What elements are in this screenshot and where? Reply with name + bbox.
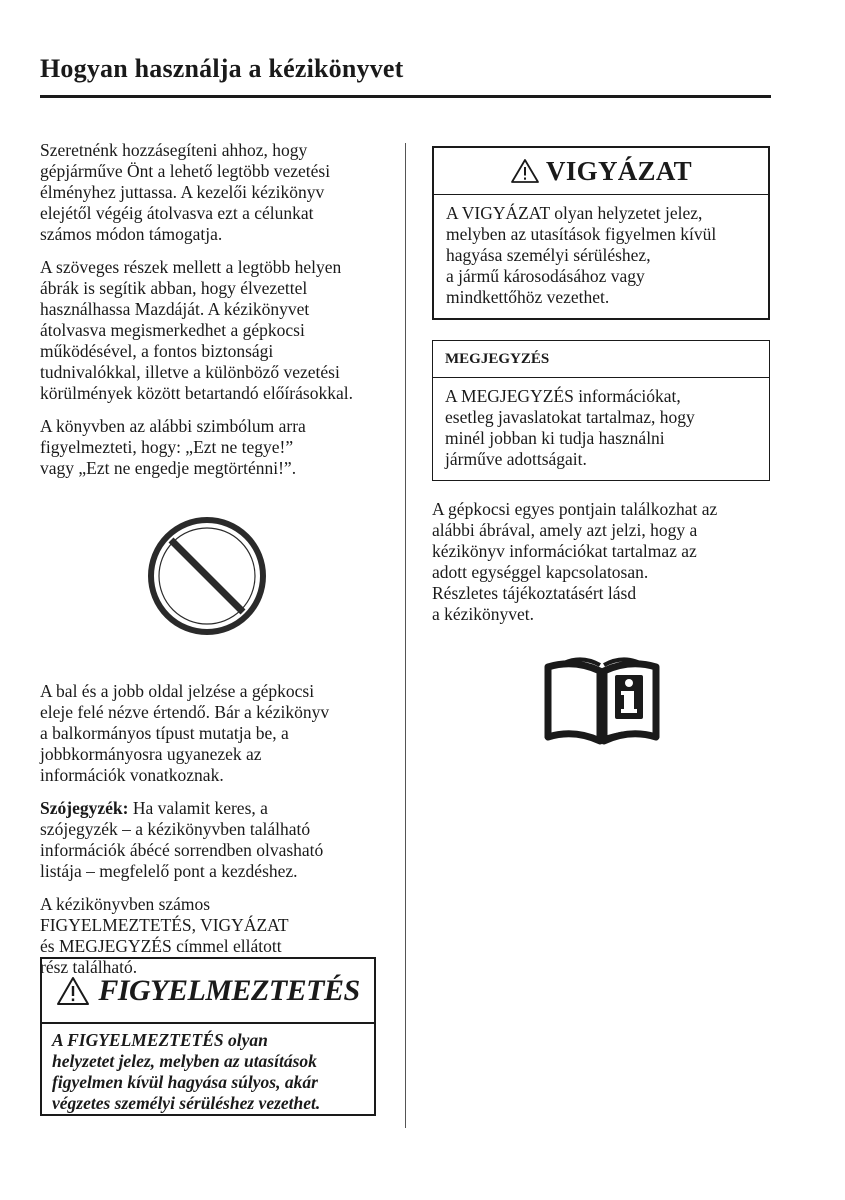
column-divider [405,143,406,1128]
glossary-text: Ha valamit keres, a szójegyzék – a kézikönyvben található információk ábécé sorrendben olvasható listája – megfelelő pont a kezdéshez. [40,798,324,881]
glossary-paragraph [40,798,390,882]
prohibition-icon [144,513,270,639]
caution-box [432,146,770,320]
title-underline [40,95,771,98]
right-column [432,146,772,749]
page-title: Hogyan használja a kézikönyvet [40,54,404,83]
note-box [432,340,770,481]
warning-triangle-icon [56,976,90,1006]
illustrations-paragraph: A szöveges részek mellett a legtöbb helyen ábrák is segítik abban, hogy élvezettel használhassa Mazdáját. A kézikönyvet átolvasva megismerkedhet a gépkocsi működésével, a fontos biztonsági tudnivalókkal, illetve a különböző vezetési körülmények között betartandó előírásokkal. [40,257,353,403]
note-title: MEGJEGYZÉS [433,341,769,378]
caution-header [434,148,768,195]
warning-title: FIGYELMEZTETÉS [98,973,360,1007]
manual-symbol-paragraph: A gépkocsi egyes pontjain találkozhat az alábbi ábrával, amely azt jelzi, hogy a kézikönyv információkat tartalmaz az adott egységgel kapcsolatosan. Részletes tájékoztatásért lásd a kézikönyvet. [432,499,718,624]
left-column [40,140,390,990]
boxes-paragraph: A kézikönyvben számos FIGYELMEZTETÉS, VIGYÁZAT és MEGJEGYZÉS címmel ellátott rész található. [40,894,289,977]
note-text: A MEGJEGYZÉS információkat, esetleg javaslatokat tartalmaz, hogy minél jobban ki tudja használni járműve adottságait. [445,386,695,469]
warning-triangle-icon [510,158,540,184]
warning-text: A FIGYELMEZTETÉS olyan helyzetet jelez, melyben az utasítások figyelmen kívül hagyása súlyos, akár végzetes személyi sérüléshez vezethet. [52,1030,321,1113]
manual-info-book-icon [542,653,662,749]
glossary-label: Szójegyzék: [40,798,129,818]
caution-text: A VIGYÁZAT olyan helyzetet jelez, melyben az utasítások figyelmen kívül hagyása személyi sérüléshez, a jármű károsodásához vagy mindkettőhöz vezethet. [446,203,717,307]
caution-title: VIGYÁZAT [546,155,692,186]
warning-header [42,959,374,1024]
warning-box [40,957,376,1116]
intro-paragraph: Szeretnénk hozzásegíteni ahhoz, hogy gépjárműve Önt a lehető legtöbb vezetési élményhez juttassa. A kezelői kézikönyv elejétől végéig átolvasva ezt a célunkat számos módon támogatja. [40,140,331,244]
symbol-paragraph: A könyvben az alábbi szimbólum arra figyelmezteti, hogy: „Ezt ne tegye!” vagy „Ezt ne engedje megtörténni!”. [40,416,306,478]
left-right-paragraph: A bal és a jobb oldal jelzése a gépkocsi eleje felé nézve értendő. Bár a kézikönyv a balkormányos típust mutatja be, a jobbkormányosra ugyanezek az információk vonatkoznak. [40,681,330,785]
